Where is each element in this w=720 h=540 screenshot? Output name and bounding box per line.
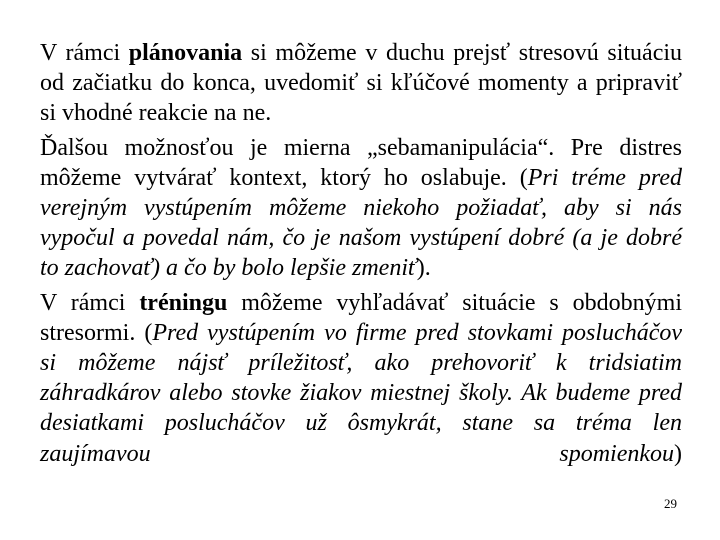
example-stage-fright-feedback: Pri tréme pred verejným vystúpením môžeme niekoho požiadať, aby si nás vypočul a povedal nám, čo je našom vystúpení dobré (a je dobré to zachovať) a čo by bolo lepšie zmeniť	[40, 164, 682, 282]
slide-text-body	[40, 38, 682, 469]
paragraph-planning	[40, 38, 682, 129]
term-treningu: tréningu	[139, 289, 228, 316]
paragraph-training-rest: môžeme vyhľadávať situácie s obdobnými stresormi. (	[40, 289, 683, 346]
paragraph-training-lead: V rámci	[40, 289, 140, 316]
paragraph-self-manipulation-lead: Ďalšou možnosťou je mierna „sebamanipulácia“. Pre distres môžeme vytvárať kontext, ktorý ho oslabuje. (	[40, 134, 682, 191]
paragraph-training	[40, 288, 682, 469]
paragraph-self-manipulation	[40, 133, 682, 284]
paragraph-self-manipulation-tail: ).	[416, 255, 431, 282]
paragraph-planning-rest: si môžeme v duchu prejsť stresovú situáciu od začiatku do konca, uvedomiť si kľúčové momenty a pripraviť si vhodné reakcie na ne.	[40, 40, 683, 127]
paragraph-planning-lead: V rámci	[40, 40, 129, 66]
page-number: 29	[664, 496, 677, 511]
paragraph-training-tail: )	[674, 440, 682, 467]
example-audience-practice: Pred vystúpením vo firme pred stovkami poslucháčov si môžeme nájsť príležitosť, ako prehovoriť k tridsiatim záhradkárov alebo stovke žiakov miestnej školy. Ak budeme pred desiatkami poslucháčov už ôsmykrát, stane sa tréma len zaujímavou spomienkou	[40, 319, 683, 467]
term-planovania: plánovania	[128, 40, 243, 66]
